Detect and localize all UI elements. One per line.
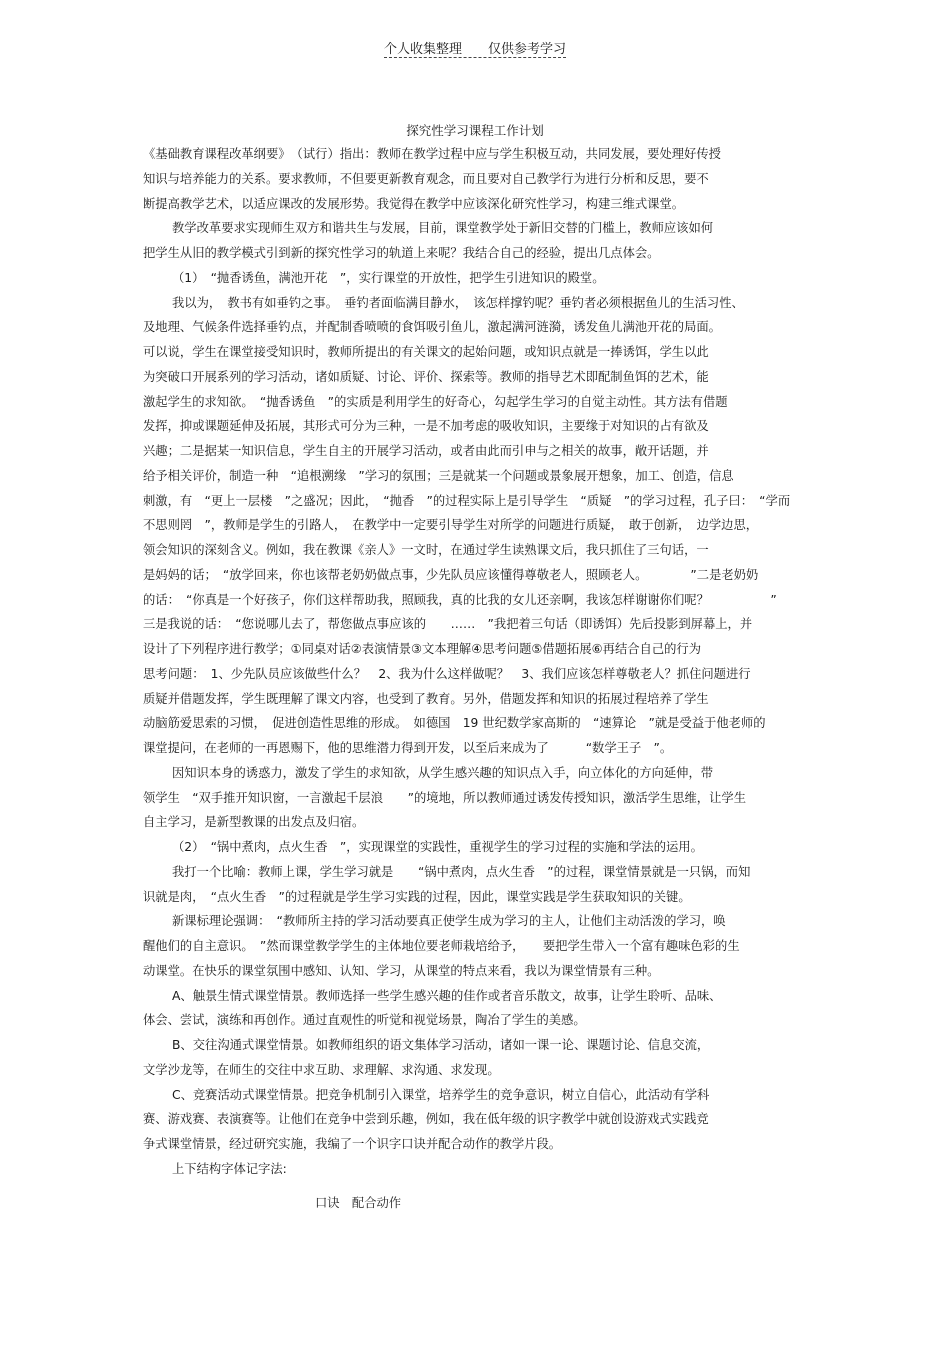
text-line: 新课标理论强调： “教师所主持的学习活动要真正使学生成为学习的主人，让他们主动活泼的学习，唤 (172, 914, 726, 929)
text-line: 识就是肉， “点火生香 ”的过程就是学生学习实践的过程，因此，课堂实践是学生获取知识的关键。 (143, 889, 691, 904)
text-line: 我打一个比喻：教师上课，学生学习就是 “锅中煮肉，点火生香 ”的过程，课堂情景就是一只锅，而知 (172, 864, 751, 879)
text-line: 争式课堂情景，经过研究实施，我编了一个识字口诀并配合动作的教学片段。 (143, 1137, 562, 1151)
text-line: 为突破口开展系列的学习活动，诸如质疑、讨论、评价、探索等。教师的指导艺术即配制鱼饵的艺术，能 (143, 369, 709, 384)
text-line: 因知识本身的诱惑力，激发了学生的求知欲，从学生感兴趣的知识点入手，向立体化的方向延伸，带 (172, 765, 714, 780)
text-line: 及地理、气候条件选择垂钓点，并配制香喷喷的食饵吸引鱼儿，激起满河涟漪，诱发鱼儿满池开花的局面。 (143, 320, 721, 335)
text-line: 动课堂。在快乐的课堂氛围中感知、认知、学习，从课堂的特点来看，我以为课堂情景有三种。 (143, 963, 660, 978)
text-line: 课堂提问，在老师的一再恩赐下，他的思维潜力得到开发，以至后来成为了 “数学王子 ”。 (143, 741, 673, 755)
text-line: 刺激，有 “更上一层楼 ”之盛况；因此， “抛香 ”的过程实际上是引导学生 “质疑 ”的学习过程，孔子曰： “学而 (143, 493, 791, 508)
text-line: 给予相关评价，制造一种 “追根溯缘 ”学习的氛围；三是就某一个问题或景象展开想象，加工、创造，信息 (143, 468, 734, 483)
text-line: 质疑并借题发挥，学生既理解了课文内容，也受到了教育。另外，借题发挥和知识的拓展过程培养了学生 (143, 691, 709, 706)
text-line: 教学改革要求实现师生双方和谐共生与发展，目前，课堂教学处于新旧交替的门槛上，教师应该如何 (172, 221, 714, 236)
text-line: （1） “抛香诱鱼，满池开花 ”，实行课堂的开放性，把学生引进知识的殿堂。 (172, 270, 605, 285)
text-line: 的话： “你真是一个好孩子，你们这样帮助我，照顾我，真的比我的女儿还亲啊，我该怎样谢谢你们呢？ ” (143, 592, 777, 607)
text-line: 是妈妈的话； “放学回来，你也该帮老奶奶做点事，少先队员应该懂得尊敬老人，照顾老人。 ”二是老奶奶 (143, 567, 759, 582)
text-line: 我以为， 教书有如垂钓之事。 垂钓者面临满目静水， 该怎样撑钓呢？垂钓者必须根据鱼儿的生活习性、 (172, 295, 744, 310)
sub-heading: 口诀 配合动作 (315, 1195, 402, 1210)
text-line: 思考问题： 1、少先队员应该做些什么？ 2、我为什么这样做呢？ 3、我们应该怎样尊敬老人？抓住问题进行 (143, 666, 751, 681)
document-body (143, 142, 823, 1215)
text-line: 兴趣；二是据某一知识信息，学生自主的开展学习活动，或者由此而引申与之相关的故事，敞开话题，并 (143, 444, 709, 458)
text-line: 体会、尝试，演练和再创作。通过直观性的听觉和视觉场景，陶冶了学生的美感。 (143, 1013, 586, 1028)
text-line: 发挥，抑或课题延伸及拓展，其形式可分为三种，一是不加考虑的吸收知识，主要缘于对知识的占有欲及 (143, 419, 709, 434)
page-header: 个人收集整理 仅供参考学习 (383, 42, 566, 57)
text-line: 领会知识的深刻含义。例如，我在教课《亲人》一文时，在通过学生读熟课文后，我只抓住了三句话，一 (143, 543, 709, 557)
text-line: C、竞赛活动式课堂情景。把竞争机制引入课堂，培养学生的竞争意识，树立自信心，此活动有学科 (172, 1087, 710, 1102)
text-line: 醒他们的自主意识。 ”然而课堂教学学生的主体地位要老师栽培给予， 要把学生带入一个富有趣味色彩的生 (143, 939, 740, 953)
text-line: A、触景生情式课堂情景。教师选择一些学生感兴趣的佳作或者音乐散文，故事，让学生聆听、品味、 (172, 988, 722, 1003)
text-line: 赛、游戏赛、表演赛等。让他们在竞争中尝到乐趣，例如，我在低年级的识字教学中就创设游戏式实践竞 (143, 1112, 709, 1127)
text-line: 把学生从旧的教学模式引到新的探究性学习的轨道上来呢？我结合自己的经验，提出几点体会。 (143, 246, 660, 260)
text-line: 激起学生的求知欲。 “抛香诱鱼 ”的实质是利用学生的好奇心，勾起学生学习的自觉主动性。其方法有借题 (143, 394, 728, 409)
text-line: 领学生 “双手推开知识窗，一言激起千层浪 ”的境地，所以教师通过诱发传授知识，激活学生思维，让学生 (143, 790, 746, 805)
header-divider (384, 57, 566, 58)
text-line: （2） “锅中煮肉，点火生香 ”，实现课堂的实践性，重视学生的学习过程的实施和学法的运用。 (172, 840, 703, 854)
text-line: 自主学习，是新型教课的出发点及归宿。 (143, 815, 365, 830)
text-line: 可以说，学生在课堂接受知识时，教师所提出的有关课文的起始问题，或知识点就是一捧诱饵，学生以此 (143, 345, 709, 359)
text-line: B、交往沟通式课堂情景。如教师组织的语文集体学习活动，诸如一课一论、课题讨论、信息交流， (172, 1038, 710, 1052)
text-line: 设计了下列程序进行教学；①同桌对话②表演情景③文本理解④思考问题⑤借题拓展⑥再结合自己的行为 (143, 642, 702, 656)
text-line: 上下结构字体记字法: (172, 1161, 287, 1176)
text-line: 《基础教育课程改革纲要》 （试行）指出：教师在教学过程中应与学生积极互动，共同发展，要处理好传授 (143, 147, 721, 161)
text-line: 不思则罔 ”，教师是学生的引路人， 在教学中一定要引导学生对所学的问题进行质疑， 敢于创新， 边学边思， (143, 518, 759, 533)
text-line: 文学沙龙等，在师生的交往中求互助、求理解、求沟通、求发现。 (143, 1062, 500, 1077)
document-title: 探究性学习课程工作计划 (406, 123, 544, 138)
text-line: 三是我说的话： “您说哪儿去了，帮您做点事应该的 …… ”我把着三句话（即诱饵）先后投影到屏幕上，并 (143, 617, 753, 632)
text-line: 动脑筋爱思索的习惯， 促进创造性思维的形成。 如德国 19 世纪数学家高斯的 “速算论 ”就是受益于他老师的 (143, 716, 766, 731)
text-line: 知识与培养能力的关系。要求教师，不但要更新教育观念，而且要对自己教学行为进行分析和反思，要不 (143, 171, 709, 186)
text-line: 断提高教学艺术，以适应课改的发展形势。我觉得在教学中应该深化研究性学习，构建三维式课堂。 (143, 196, 685, 211)
